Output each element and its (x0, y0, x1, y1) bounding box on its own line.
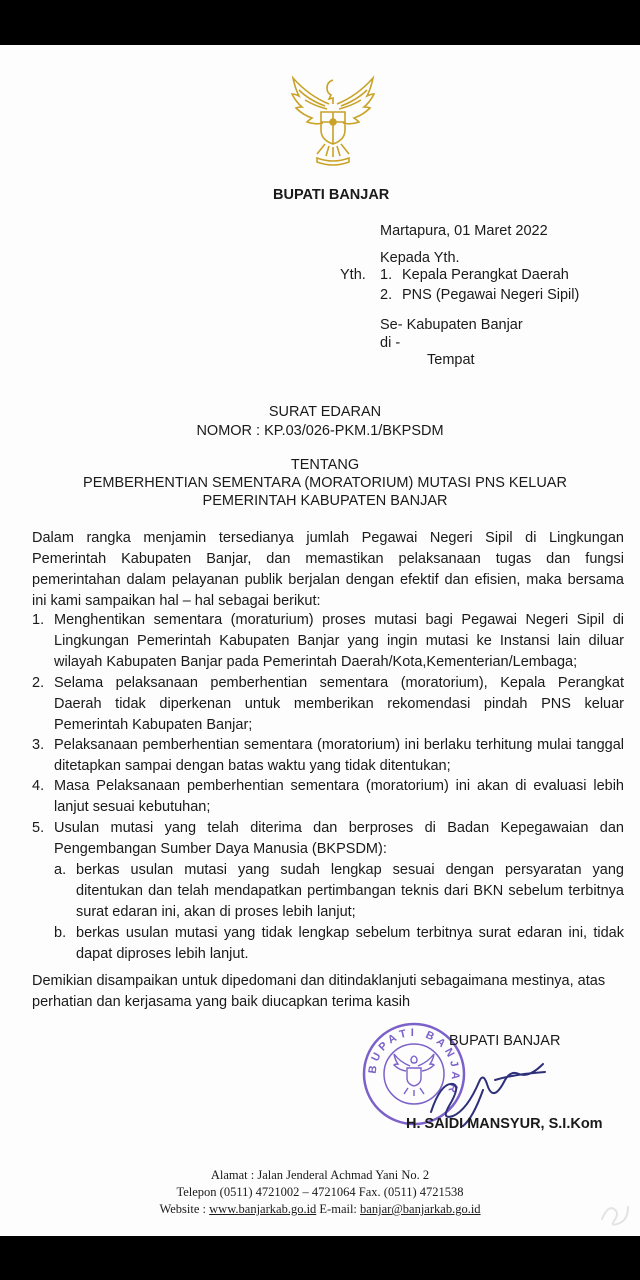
letter-number: NOMOR : KP.03/026-PKM.1/BKPSDM (196, 423, 444, 439)
list-item: Usulan mutasi yang telah diterima dan berproses di Badan Kepegawaian dan Pengembangan Sumber Daya Manusia (BKPSDM): (54, 820, 624, 857)
list-item-number: 3. (32, 737, 45, 753)
place-date: Martapura, 01 Maret 2022 (380, 223, 548, 239)
subject-line-2: PEMERINTAH KABUPATEN BANJAR (202, 493, 448, 509)
tempat-line: Tempat (427, 352, 475, 368)
yth-label: Yth. (340, 267, 366, 283)
sub-item: berkas usulan mutasi yang tidak lengkap sebelum terbitnya surat edaran ini, tidak dapat diproses lebih lanjut. (76, 925, 624, 962)
about-label: TENTANG (290, 457, 360, 473)
email-link[interactable]: banjar@banjarkab.go.id (360, 1202, 481, 1216)
addressee-heading: Kepada Yth. (380, 250, 460, 266)
letter-page (0, 45, 640, 1236)
sub-item-letter: b. (54, 925, 67, 941)
recipient-item: Kepala Perangkat Daerah (402, 267, 569, 283)
se-line: Se- Kabupaten Banjar (380, 317, 523, 333)
top-black-bar (0, 0, 640, 45)
list-item: Selama pelaksanaan pemberhentian sementara (moratorium), Kepala Perangkat Daerah tidak diperkenan untuk memberikan rekomendasi pindah PNS keluar Pemerintah Kabupaten Banjar; (54, 675, 624, 733)
footer-address: Alamat : Jalan Jenderal Achmad Yani No. 2 (210, 1168, 430, 1182)
intro-paragraph: Dalam rangka menjamin tersedianya jumlah Pegawai Negeri Sipil di Lingkungan Pemerintah Kabupaten Banjar, dan memastikan pelaksanaan tugas dan fungsi pemerintahan dalam pelayanan publik berjalan dengan efektif dan efisien, maka bersama ini kami sampaikan hal – hal sebagai berikut: (32, 530, 624, 609)
subject-line-1: PEMBERHENTIAN SEMENTARA (MORATORIUM) MUTASI PNS KELUAR (83, 475, 567, 491)
list-item: Pelaksanaan pemberhentian sementara (moratorium) ini berlaku terhitung mulai tanggal ditetapkan sampai dengan batas waktu yang tidak ditentukan; (54, 737, 624, 774)
letter-type: SURAT EDARAN (268, 404, 382, 420)
garuda-emblem-icon (283, 70, 383, 170)
website-label: Website : (159, 1202, 207, 1216)
email-label: E-mail: (319, 1202, 357, 1216)
list-item: Menghentikan sementara (moraturium) proses mutasi bagi Pegawai Negeri Sipil di Lingkungan Pemerintah Kabupaten Banjar yang ingin mutasi ke Instansi lain diluar wilayah Kabupaten Banjar pada Pemerintah Daerah/Kota,Kementerian/Lembaga; (54, 612, 624, 670)
bottom-black-bar (0, 1236, 640, 1280)
website-link[interactable]: www.banjarkab.go.id (209, 1202, 317, 1216)
footer-phone: Telepon (0511) 4721002 – 4721064 Fax. (0511) 4721538 (176, 1185, 464, 1199)
sub-item-letter: a. (54, 862, 67, 878)
letterhead-title: BUPATI BANJAR (273, 187, 390, 203)
list-item-number: 1. (32, 612, 45, 628)
signatory-title: BUPATI BANJAR (449, 1033, 561, 1049)
recipient-item: PNS (Pegawai Negeri Sipil) (402, 287, 580, 303)
list-item-number: 4. (32, 778, 45, 794)
recipient-number: 1. (380, 267, 393, 283)
footer-contact (0, 1201, 640, 1218)
signatory-name: H. SAIDI MANSYUR, S.I.Kom (406, 1116, 603, 1132)
watermark-icon (598, 1195, 632, 1229)
list-item-number: 5. (32, 820, 45, 836)
recipient-number: 2. (380, 287, 393, 303)
sub-item: berkas usulan mutasi yang sudah lengkap sesuai dengan persyaratan yang ditentukan dan telah mendapatkan pertimbangan teknis dari BKN sebelum terbitnya surat edaran ini, akan di proses lebih lanjut; (76, 862, 624, 920)
list-item: Masa Pelaksanaan pemberhentian sementara (moratorium) ini akan di evaluasi lebih lanjut sesuai kebutuhan; (54, 778, 624, 815)
closing-paragraph: Demikian disampaikan untuk dipedomani dan ditindaklanjuti sebagaimana mestinya, atas perhatian dan kerjasama yang baik diucapkan terima kasih (32, 973, 606, 1010)
di-line: di - (380, 335, 401, 351)
stamp-text: BUPATI BANJAR (366, 1026, 462, 1098)
list-item-number: 2. (32, 675, 45, 691)
